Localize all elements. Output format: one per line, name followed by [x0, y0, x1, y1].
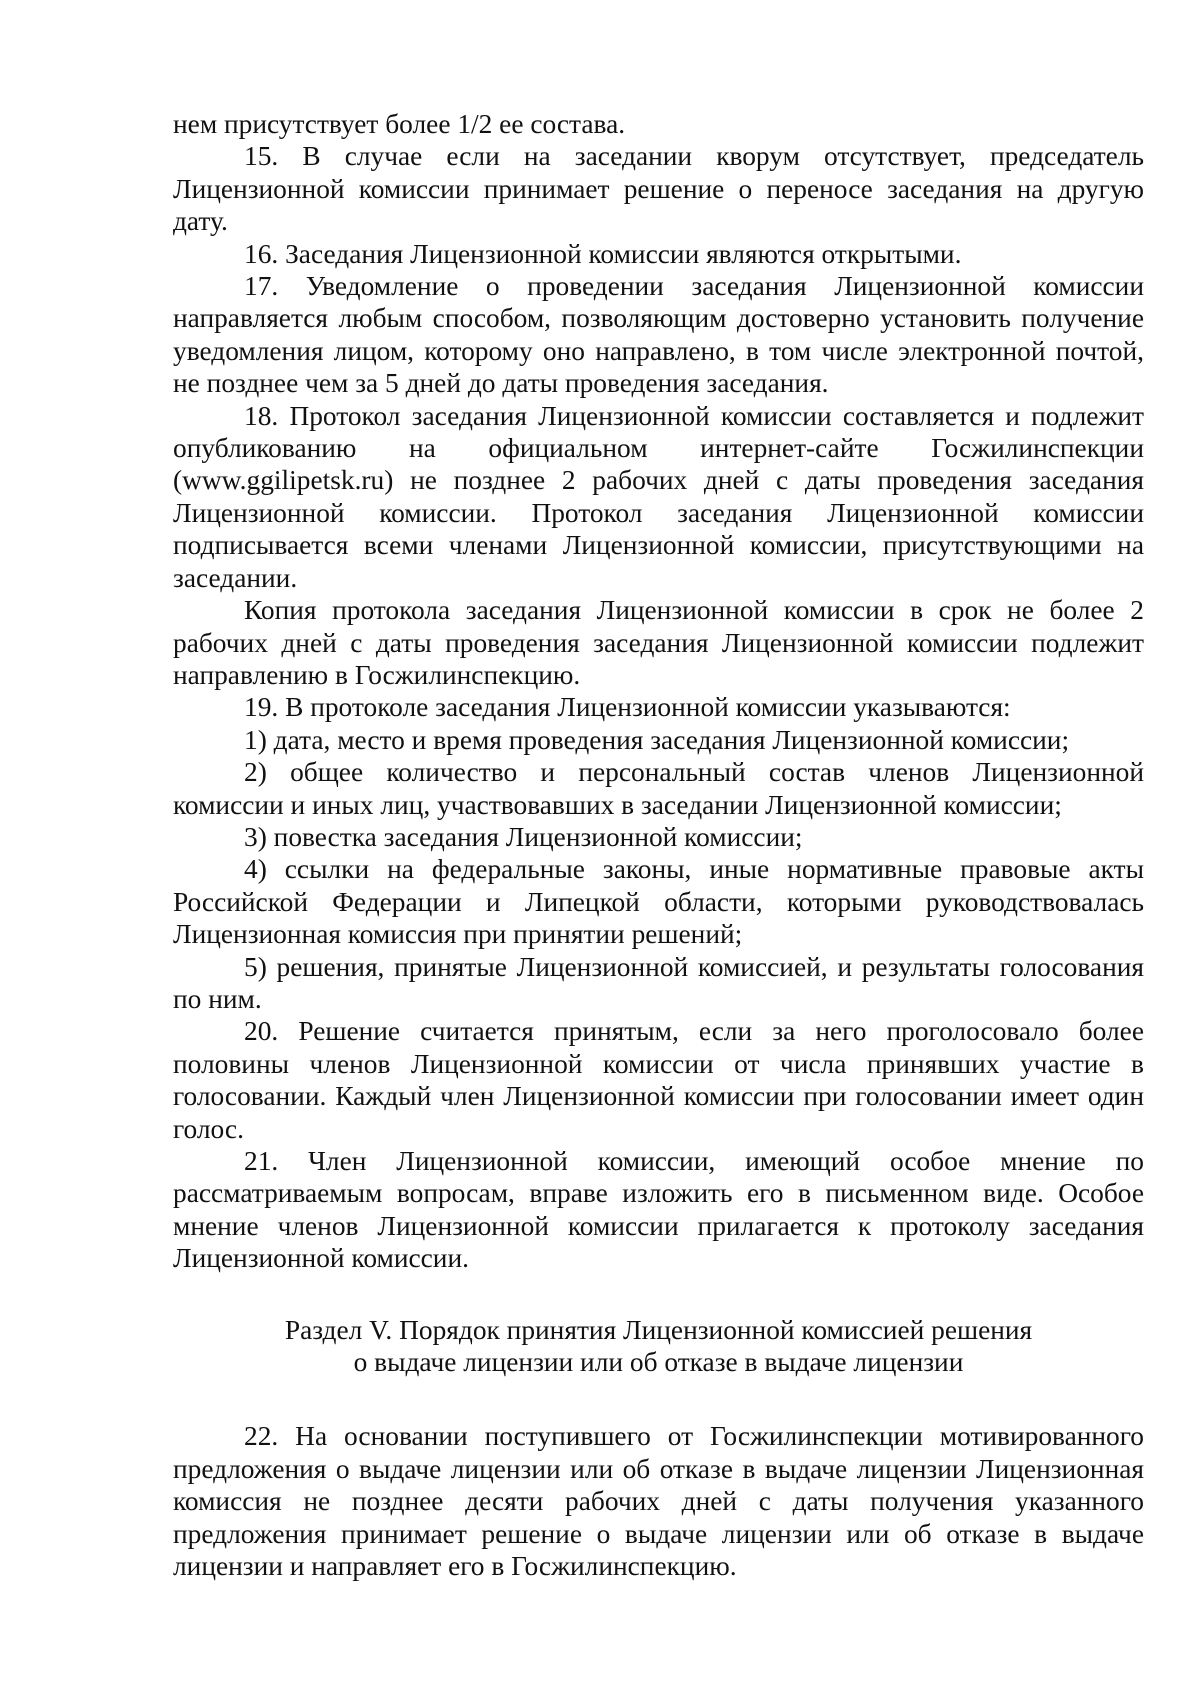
paragraph: нем присутствует более 1/2 ее состава. [173, 109, 626, 139]
paragraph: 19. В протоколе заседания Лицензионной комиссии указываются: [244, 692, 1011, 723]
paragraphs-top [173, 108, 1144, 1275]
paragraph: 17. Уведомление о проведении заседания Лицензионной комиссии направляется любым способом, позволяющим достоверно установить получение уведомления лицом, которому оно направлено, в том числе электронной почтой, не позднее чем за 5 дней до даты проведения заседания. [173, 271, 1144, 399]
list-item: 5) решения, принятые Лицензионной комиссией, и результаты голосования по ним. [173, 951, 1144, 1014]
section-heading-line: Раздел V. Порядок принятия Лицензионной комиссией решения [284, 1314, 1033, 1345]
document-page [173, 108, 1144, 1582]
paragraph: 18. Протокол заседания Лицензионной комиссии составляется и подлежит опубликованию на официальном интернет-сайте Госжилинспекции (www.ggilipetsk.ru) не позднее 2 рабочих дней с даты проведения заседания Лицензионной комиссии. Протокол заседания Лицензионной комиссии подписывается всеми членами Лицензионной комиссии, присутствующими на заседании. [173, 400, 1144, 593]
paragraph: 22. На основании поступившего от Госжилинспекции мотивированного предложения о выдаче лицензии или об отказе в выдаче лицензии Лицензионная комиссия не позднее десяти рабочих дней с даты получения указанного предложения принимает решение о выдаче лицензии или об отказе в выдаче лицензии и направляет его в Госжилинспекцию. [173, 1421, 1144, 1582]
paragraph: 20. Решение считается принятым, если за него проголосовало более половины членов Лицензионной комиссии от числа принявших участие в голосовании. Каждый член Лицензионной комиссии при голосовании имеет один голос. [173, 1016, 1144, 1144]
paragraph: 16. Заседания Лицензионной комиссии являются открытыми. [244, 238, 962, 269]
list-item: 1) дата, место и время проведения заседания Лицензионной комиссии; [244, 724, 1070, 755]
section-heading [173, 1314, 1144, 1379]
paragraphs-bottom [173, 1420, 1144, 1582]
list-item: 4) ссылки на федеральные законы, иные нормативные правовые акты Российской Федерации и Липецкой области, которыми руководствовалась Лицензионная комиссия при принятии решений; [173, 854, 1144, 950]
paragraph: 21. Член Лицензионной комиссии, имеющий особое мнение по рассматриваемым вопросам, вправе изложить его в письменном виде. Особое мнение членов Лицензионной комиссии прилагается к протоколу заседания Лицензионной комиссии. [173, 1146, 1144, 1274]
paragraph: Копия протокола заседания Лицензионной комиссии в срок не более 2 рабочих дней с даты проведения заседания Лицензионной комиссии подлежит направлению в Госжилинспекцию. [173, 595, 1144, 690]
list-item: 2) общее количество и персональный состав членов Лицензионной комиссии и иных лиц, участвовавших в заседании Лицензионной комиссии; [173, 757, 1144, 820]
list-item: 3) повестка заседания Лицензионной комиссии; [244, 821, 803, 852]
paragraph: 15. В случае если на заседании кворум отсутствует, председатель Лицензионной комиссии принимает решение о переносе заседания на другую дату. [173, 141, 1144, 237]
section-heading-line: о выдаче лицензии или об отказе в выдаче лицензии [353, 1347, 964, 1378]
